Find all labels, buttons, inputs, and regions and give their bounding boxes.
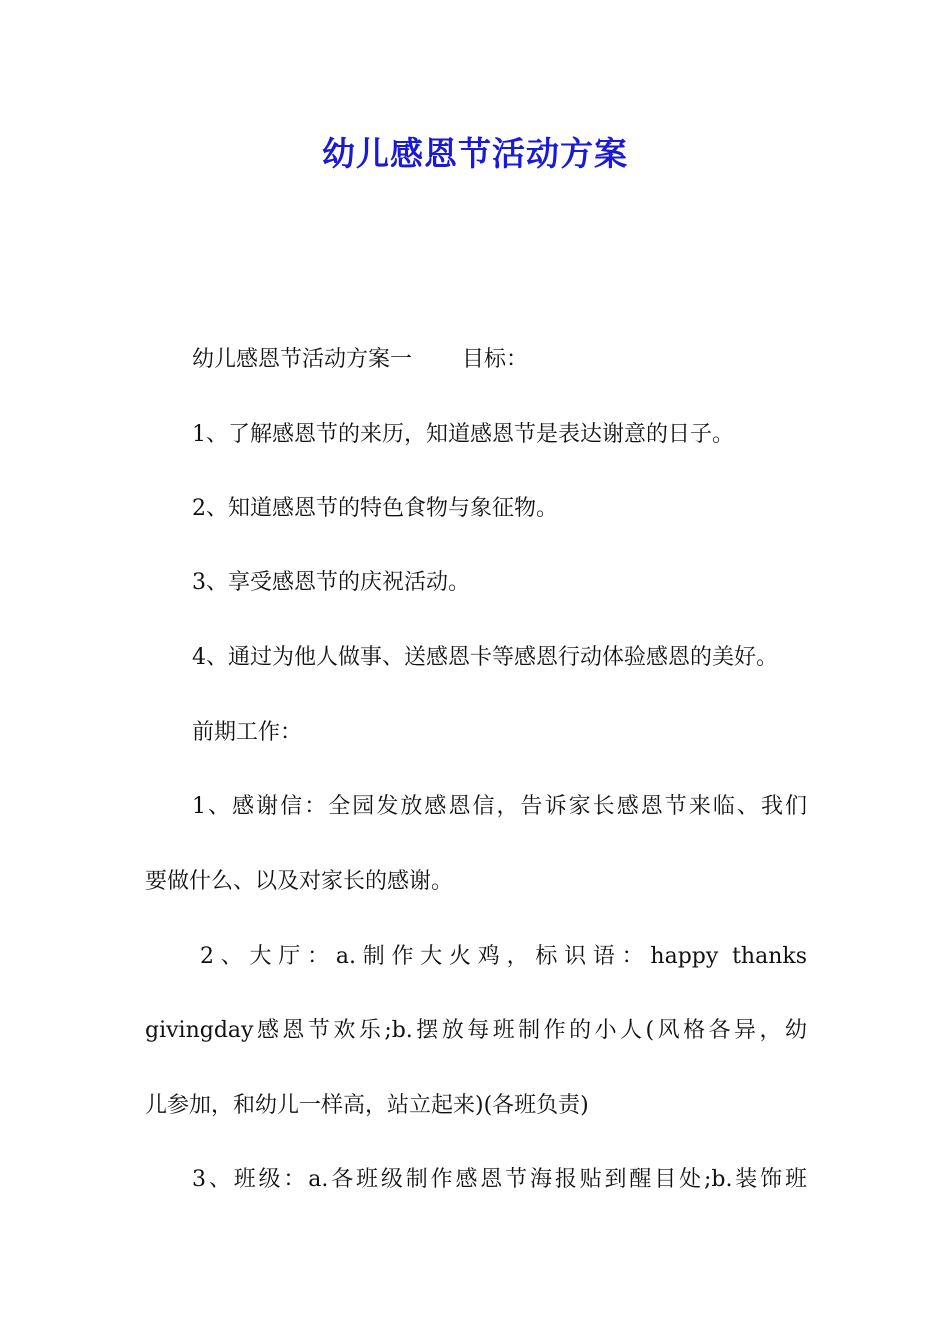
prep-heading: 前期工作： <box>192 720 303 745</box>
plan-heading: 幼儿感恩节活动方案一 <box>192 347 413 372</box>
prep-item-2-line-2: givingday感恩节欢乐;b.摆放每班制作的小人(风格各异，幼 <box>145 1018 807 1043</box>
section-heading-line <box>192 345 807 375</box>
goal-item-4: 4、通过为他人做事、送感恩卡等感恩行动体验感恩的美好。 <box>192 645 778 670</box>
goal-item-1: 1、了解感恩节的来历，知道感恩节是表达谢意的日子。 <box>192 422 734 447</box>
goal-item-3: 3、享受感恩节的庆祝活动。 <box>192 570 470 595</box>
prep-item-3-line-1: 3、班级：a.各班级制作感恩节海报贴到醒目处;b.装饰班 <box>192 1167 807 1192</box>
goals-heading: 目标： <box>462 347 529 372</box>
prep-item-1-line-1: 1、感谢信：全园发放感恩信，告诉家长感恩节来临、我们 <box>192 794 807 819</box>
document-title: 幼儿感恩节活动方案 <box>322 134 628 173</box>
prep-item-1-line-2: 要做什么、以及对家长的感谢。 <box>145 869 454 894</box>
goal-item-2: 2、知道感恩节的特色食物与象征物。 <box>192 496 558 521</box>
prep-item-2-line-3: 儿参加，和幼儿一样高，站立起来)(各班负责) <box>145 1093 589 1118</box>
prep-item-2-line-1: 2、大厅：a.制作大火鸡，标识语：happy thanks <box>200 944 807 969</box>
